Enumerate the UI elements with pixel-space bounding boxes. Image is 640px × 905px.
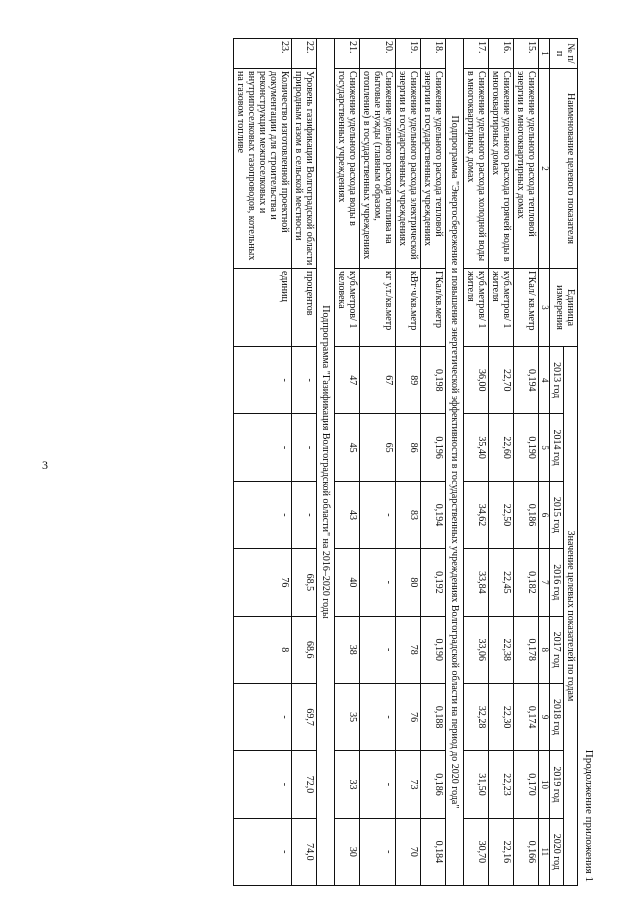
indicator-name: Снижение удельного расхода тепловой энергии в многоквартирных домах <box>514 69 539 269</box>
header-row <box>564 39 578 886</box>
value-cell: - <box>360 683 396 750</box>
header-year: 2015 год <box>550 481 564 548</box>
row-number: 17. <box>464 39 489 69</box>
value-cell: 0,196 <box>421 414 446 481</box>
subprogram-title: Подпрограмма "Энергосбережение и повышение энергетической эффективности в государственных учреждениях Волгоградской области на период до 2020 года" <box>446 39 464 886</box>
value-cell: 0,170 <box>514 751 539 818</box>
row-number: 18. <box>421 39 446 69</box>
column-number: 3 <box>539 269 550 347</box>
table-row <box>421 39 446 886</box>
value-cell: 22,23 <box>489 751 514 818</box>
value-cell: - <box>360 818 396 885</box>
value-cell: - <box>234 751 292 818</box>
unit-cell: ГКал/кв.метр <box>421 269 446 347</box>
value-cell: - <box>234 347 292 414</box>
value-cell: 0,178 <box>514 616 539 683</box>
value-cell: 38 <box>335 616 360 683</box>
indicator-name: Снижение удельного расхода холодной воды в многоквартирных домах <box>464 69 489 269</box>
column-number: 8 <box>539 616 550 683</box>
table-row <box>234 39 292 886</box>
value-cell: 0,188 <box>421 683 446 750</box>
value-cell: 36,00 <box>464 347 489 414</box>
column-number: 6 <box>539 481 550 548</box>
value-cell: 43 <box>335 481 360 548</box>
value-cell: - <box>234 818 292 885</box>
header-year: 2018 год <box>550 683 564 750</box>
value-cell: 69,7 <box>292 683 317 750</box>
table-row <box>335 39 360 886</box>
table-row <box>292 39 317 886</box>
table-row <box>464 39 489 886</box>
header-year: 2016 год <box>550 549 564 616</box>
subprogram-title: Подпрограмма "Газификация Волгоградской области" на 2016–2020 годы <box>317 39 335 886</box>
table-header <box>539 39 578 886</box>
unit-cell: кВт·ч/кв.метр <box>396 269 421 347</box>
column-number: 11 <box>539 818 550 885</box>
subprogram-row <box>317 39 335 886</box>
value-cell: 0,194 <box>421 481 446 548</box>
value-cell: - <box>360 616 396 683</box>
value-cell: - <box>234 481 292 548</box>
value-cell: 76 <box>234 549 292 616</box>
header-unit: Единица измерения <box>550 269 578 347</box>
column-number-row <box>539 39 550 886</box>
value-cell: 89 <box>396 347 421 414</box>
value-cell: - <box>360 549 396 616</box>
row-number: 19. <box>396 39 421 69</box>
value-cell: 22,16 <box>489 818 514 885</box>
unit-cell: куб.метров/ 1 жителя <box>489 269 514 347</box>
header-year: 2013 год <box>550 347 564 414</box>
column-number: 7 <box>539 549 550 616</box>
value-cell: 70 <box>396 818 421 885</box>
header-num: № п/п <box>550 39 578 69</box>
value-cell: 68,6 <box>292 616 317 683</box>
value-cell: 72,0 <box>292 751 317 818</box>
unit-cell: кг у.т./кв.метр <box>360 269 396 347</box>
unit-cell: куб.метров/ 1 человека <box>335 269 360 347</box>
appendix-note: Продолжение приложения 1 <box>583 749 595 882</box>
row-number: 20. <box>360 39 396 69</box>
header-values-group: Значение целевых показателей по годам <box>564 347 578 886</box>
value-cell: 22,70 <box>489 347 514 414</box>
value-cell: 83 <box>396 481 421 548</box>
value-cell: - <box>234 414 292 481</box>
header-year: 2017 год <box>550 616 564 683</box>
value-cell: 0,186 <box>421 751 446 818</box>
value-cell: - <box>292 347 317 414</box>
table-row <box>360 39 396 886</box>
value-cell: 31,50 <box>464 751 489 818</box>
value-cell: 68,5 <box>292 549 317 616</box>
unit-cell: единиц <box>234 269 292 347</box>
value-cell: 22,50 <box>489 481 514 548</box>
unit-cell: процентов <box>292 269 317 347</box>
value-cell: - <box>234 683 292 750</box>
value-cell: 35 <box>335 683 360 750</box>
table-row <box>396 39 421 886</box>
row-number: 16. <box>489 39 514 69</box>
indicator-name: Уровень газификации Волгоградской области природным газом в сельской местности <box>292 69 317 269</box>
subprogram-row <box>446 39 464 886</box>
unit-cell: ГКал/ кв.метр <box>514 269 539 347</box>
row-number: 21. <box>335 39 360 69</box>
column-number: 1 <box>539 39 550 69</box>
rotated-page-content <box>58 38 598 886</box>
value-cell: 35,40 <box>464 414 489 481</box>
value-cell: 22,30 <box>489 683 514 750</box>
row-number: 22. <box>292 39 317 69</box>
indicator-name: Снижение удельного расхода воды в государственных учреждениях <box>335 69 360 269</box>
value-cell: 0,166 <box>514 818 539 885</box>
value-cell: 0,192 <box>421 549 446 616</box>
value-cell: 76 <box>396 683 421 750</box>
value-cell: 8 <box>234 616 292 683</box>
table-body <box>234 39 539 886</box>
header-year: 2019 год <box>550 751 564 818</box>
value-cell: 34,62 <box>464 481 489 548</box>
column-number: 10 <box>539 751 550 818</box>
indicator-name: Снижение удельного расхода топлива на бытовые нужды (главным образом, отопление) в государственных учреждениях <box>360 69 396 269</box>
value-cell: 65 <box>360 414 396 481</box>
value-cell: 0,190 <box>421 616 446 683</box>
value-cell: 33,84 <box>464 549 489 616</box>
indicator-name: Количество изготовленной проектной документации для строительства и реконструкции межпоселковых и внутрипоселковых газопроводов, котельных на газовом топливе <box>234 69 292 269</box>
table-row <box>514 39 539 886</box>
value-cell: 0,182 <box>514 549 539 616</box>
value-cell: - <box>360 751 396 818</box>
value-cell: 78 <box>396 616 421 683</box>
indicator-name: Снижение удельного расхода электрической энергии в государственных учреждениях <box>396 69 421 269</box>
indicator-name: Снижение удельного расхода горячей воды в многоквартирных домах <box>489 69 514 269</box>
row-number: 15. <box>514 39 539 69</box>
value-cell: 32,28 <box>464 683 489 750</box>
value-cell: 33,06 <box>464 616 489 683</box>
value-cell: 0,184 <box>421 818 446 885</box>
value-cell: 47 <box>335 347 360 414</box>
value-cell: - <box>360 481 396 548</box>
value-cell: 33 <box>335 751 360 818</box>
value-cell: 67 <box>360 347 396 414</box>
value-cell: 80 <box>396 549 421 616</box>
value-cell: 30,70 <box>464 818 489 885</box>
indicators-table <box>233 38 578 886</box>
unit-cell: куб.метров/ 1 жителя <box>464 269 489 347</box>
column-number: 9 <box>539 683 550 750</box>
value-cell: 45 <box>335 414 360 481</box>
page-number: 3 <box>42 458 48 472</box>
row-number: 23. <box>234 39 292 69</box>
value-cell: 86 <box>396 414 421 481</box>
value-cell: - <box>292 414 317 481</box>
value-cell: 22,45 <box>489 549 514 616</box>
value-cell: 74,0 <box>292 818 317 885</box>
value-cell: 0,194 <box>514 347 539 414</box>
header-year: 2020 год <box>550 818 564 885</box>
value-cell: - <box>292 481 317 548</box>
indicator-name: Снижение удельного расхода тепловой энергии в государственных учреждениях <box>421 69 446 269</box>
value-cell: 22,38 <box>489 616 514 683</box>
value-cell: 73 <box>396 751 421 818</box>
value-cell: 0,186 <box>514 481 539 548</box>
table-row <box>489 39 514 886</box>
header-name: Наименование целевого показателя <box>550 69 578 269</box>
value-cell: 0,198 <box>421 347 446 414</box>
value-cell: 40 <box>335 549 360 616</box>
header-year: 2014 год <box>550 414 564 481</box>
column-number: 5 <box>539 414 550 481</box>
column-number: 2 <box>539 69 550 269</box>
value-cell: 22,60 <box>489 414 514 481</box>
value-cell: 0,190 <box>514 414 539 481</box>
value-cell: 30 <box>335 818 360 885</box>
column-number: 4 <box>539 347 550 414</box>
value-cell: 0,174 <box>514 683 539 750</box>
